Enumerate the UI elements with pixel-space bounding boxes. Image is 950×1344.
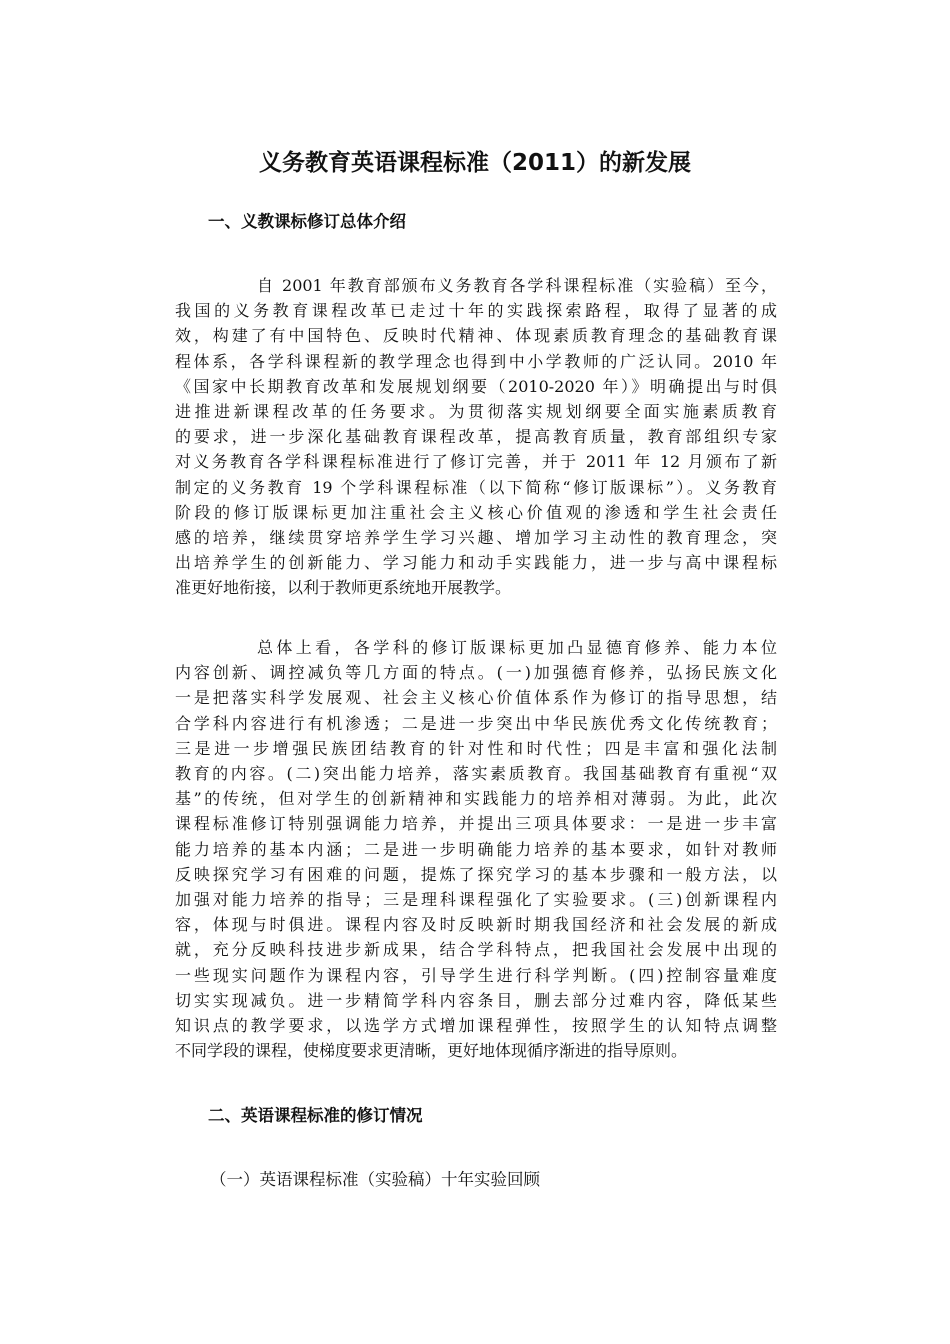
paragraph-line: 加强对能力培养的指导；三是理科课程强化了实验要求。(三)创新课程内 (175, 890, 777, 910)
paragraph-line: 课程标准修订特别强调能力培养，并提出三项具体要求：一是进一步丰富 (175, 814, 777, 834)
paragraph-line: 三是进一步增强民族团结教育的针对性和时代性；四是丰富和强化法制 (175, 738, 777, 758)
paragraph-line: 容，体现与时俱进。课程内容及时反映新时期我国经济和社会发展的新成 (175, 915, 777, 935)
paragraph-line: 准更好地衔接，以利于教师更系统地开展教学。 (175, 578, 512, 598)
paragraph-line: 能力培养的基本内涵；二是进一步明确能力培养的基本要求，如针对教师 (175, 839, 777, 859)
paragraph-line: 就，充分反映科技进步新成果，结合学科特点，把我国社会发展中出现的 (175, 940, 777, 960)
paragraph-line: 一些现实问题作为课程内容，引导学生进行科学判断。(四)控制容量难度 (175, 965, 777, 985)
paragraph-line: 《国家中长期教育改革和发展规划纲要（2010-2020 年）》明确提出与时俱 (175, 376, 777, 396)
paragraph-line: 我国的义务教育课程改革已走过十年的实践探索路程，取得了显著的成 (175, 301, 777, 321)
paragraph-line: 对义务教育各学科课程标准进行了修订完善，并于 2011 年 12 月颁布了新 (175, 452, 777, 472)
paragraph-line: 知识点的教学要求，以选学方式增加课程弹性，按照学生的认知特点调整 (175, 1016, 777, 1036)
paragraph-line: 的要求，进一步深化基础教育课程改革，提高教育质量，教育部组织专家 (175, 427, 777, 447)
paragraph-line: 教育的内容。(二)突出能力培养，落实素质教育。我国基础教育有重视“双 (175, 764, 777, 784)
paragraph-line: 感的培养，继续贯穿培养学生学习兴趣、增加学习主动性的教育理念，突 (175, 528, 777, 548)
section-2-heading: 二、英语课程标准的修订情况 (208, 1106, 423, 1125)
section-1-paragraph-2 (175, 635, 777, 1063)
paragraph-line: 效，构建了有中国特色、反映时代精神、体现素质教育理念的基础教育课 (175, 326, 777, 346)
paragraph-line: 合学科内容进行有机渗透；二是进一步突出中华民族优秀文化传统教育； (175, 713, 777, 733)
paragraph-line: 制定的义务教育 19 个学科课程标准（以下简称“修订版课标”）。义务教育 (175, 477, 777, 497)
paragraph-line: 反映探究学习有困难的问题，提炼了探究学习的基本步骤和一般方法，以 (175, 864, 777, 884)
document-title: 义务教育英语课程标准（2011）的新发展 (258, 150, 691, 176)
section-1-paragraph-1 (175, 273, 777, 601)
paragraph-line: 出培养学生的创新能力、学习能力和动手实践能力，进一步与高中课程标 (175, 553, 777, 573)
paragraph-line: 程体系，各学科课程新的教学理念也得到中小学教师的广泛认同。2010 年 (175, 351, 777, 371)
paragraph-line: 一是把落实科学发展观、社会主义核心价值体系作为修订的指导思想，结 (175, 688, 777, 708)
paragraph-line: 自 2001 年教育部颁布义务教育各学科课程标准（实验稿）至今， (257, 276, 777, 295)
paragraph-line: 不同学段的课程，使梯度要求更清晰，更好地体现循序渐进的指导原则。 (175, 1041, 688, 1061)
paragraph-line: 进推进新课程改革的任务要求。为贯彻落实规划纲要全面实施素质教育 (175, 402, 777, 422)
paragraph-line: 基”的传统，但对学生的创新精神和实践能力的培养相对薄弱。为此，此次 (175, 789, 777, 809)
section-1-heading: 一、义教课标修订总体介绍 (208, 212, 406, 231)
paragraph-line: 切实实现减负。进一步精简学科内容条目，删去部分过难内容，降低某些 (175, 990, 777, 1010)
paragraph-line: 阶段的修订版课标更加注重社会主义核心价值观的渗透和学生社会责任 (175, 502, 777, 522)
section-2-subheading: （一）英语课程标准（实验稿）十年实验回顾 (210, 1170, 540, 1189)
paragraph-line: 内容创新、调控减负等几方面的特点。(一)加强德育修养，弘扬民族文化 (175, 663, 777, 683)
paragraph-line: 总体上看，各学科的修订版课标更加凸显德育修养、能力本位 (257, 638, 777, 657)
